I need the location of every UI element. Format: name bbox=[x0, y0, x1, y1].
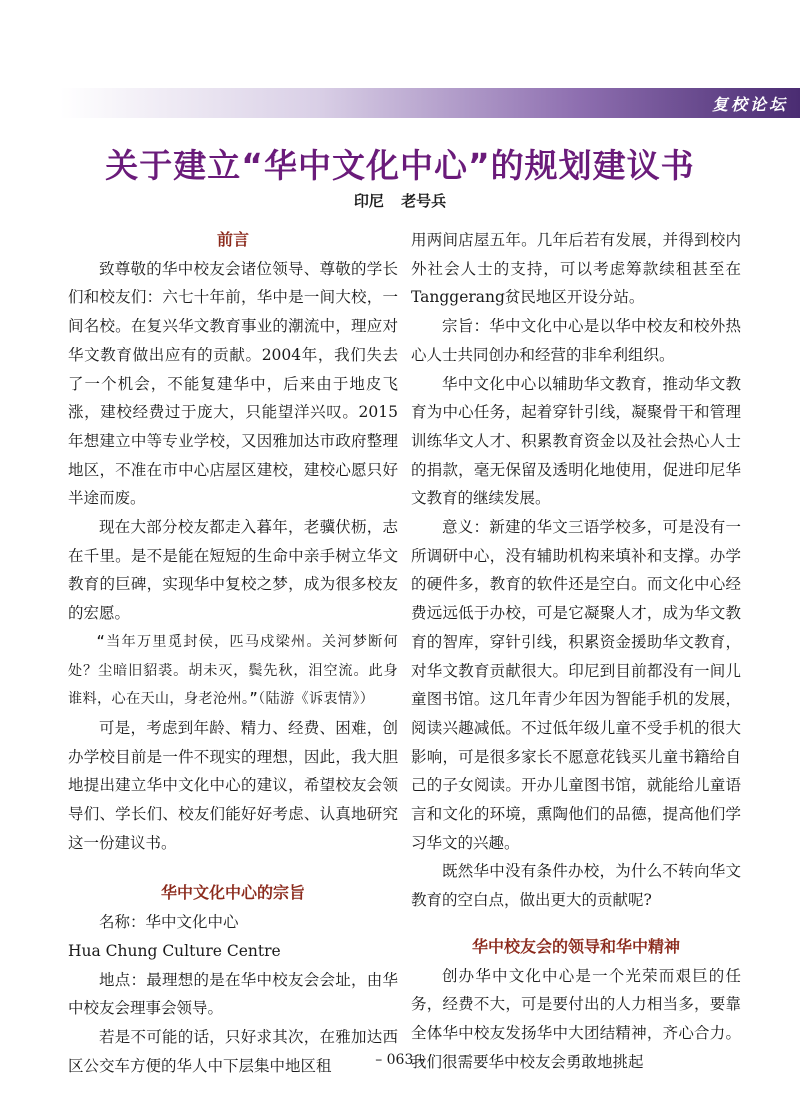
right-column bbox=[411, 226, 741, 1076]
paragraph-english-name: Hua Chung Culture Centre bbox=[68, 941, 281, 960]
paragraph: 若是不可能的话，只好求其次，在雅加达西区公交车方便的华人中下层集中地区租 bbox=[68, 1027, 398, 1075]
paragraph: 用两间店屋五年。几年后若有发展，并得到校内外社会人士的支持，可以考虑筹款续租甚至在Tanggerang贫民地区开设分站。 bbox=[411, 231, 741, 307]
paragraph-significance: 意义：新建的华文三语学校多，可是没有一所调研中心，没有辅助机构来填补和支撑。办学的硬件多，教育的软件还是空白。而文化中心经费远远低于办校，可是它凝聚人才，成为华文教育的智库，穿针引线，积累资金援助华文教育，对华文教育贡献很大。印尼到目前都没有一间儿童图书馆。这几年青少年因为智能手机的发展，阅读兴趣减低。不过低年级儿童不受手机的很大影响，可是很多家长不愿意花钱买儿童书籍给自己的子女阅读。开办儿童图书馆，就能给儿童语言和文化的环境，熏陶他们的品德，提高他们学习华文的兴趣。 bbox=[411, 518, 741, 852]
paragraph-location: 地点：最理想的是在华中校友会会址，由华中校友会理事会领导。 bbox=[68, 970, 398, 1018]
article-title: 关于建立“华中文化中心”的规划建议书 bbox=[105, 146, 695, 185]
paragraph-name: 名称：华中文化中心 bbox=[99, 913, 239, 932]
paragraph: 创办华中文化中心是一个光荣而艰巨的任务，经费不大，可是要付出的人力相当多，要靠全体华中校友发扬华中大团结精神，齐心合力。我们很需要华中校友会勇敢地挑起 bbox=[411, 966, 741, 1071]
section-heading-preface: 前言 bbox=[216, 230, 249, 249]
paragraph: 现在大部分校友都走入暮年，老骥伏枥，志在千里。是不是能在短短的生命中亲手树立华文教育的巨碑，实现华中复校之梦，成为很多校友的宏愿。 bbox=[68, 518, 398, 623]
article-author: 印尼 老号兵 bbox=[353, 192, 447, 210]
left-column bbox=[68, 226, 398, 1080]
section-banner bbox=[60, 88, 800, 118]
section-label: 复校论坛 bbox=[711, 95, 788, 114]
paragraph-mission: 宗旨：华中文化中心是以华中校友和校外热心人士共同创办和经营的非牟利组织。 bbox=[411, 317, 741, 364]
spacer bbox=[68, 857, 398, 879]
poem-quote: “当年万里觅封侯，匹马戍梁州。关河梦断何处？尘暗旧貂裘。胡未灭，鬓先秋，泪空流。此身谁料，心在天山，身老沧州。”（陆游《诉衷情》） bbox=[68, 633, 398, 708]
page-number: – 063 – bbox=[375, 1052, 425, 1068]
paragraph: 既然华中没有条件办校，为什么不转向华文教育的空白点，做出更大的贡献呢? bbox=[411, 862, 741, 910]
section-heading-purpose: 华中文化中心的宗旨 bbox=[160, 883, 305, 903]
spacer bbox=[411, 915, 741, 933]
section-heading-leadership: 华中校友会的领导和华中精神 bbox=[471, 936, 680, 956]
paragraph: 可是，考虑到年龄、精力、经费、困难，创办学校目前是一件不现实的理想，因此，我大胆地提出建立华中文化中心的建议，希望校友会领导们、学长们、校友们能好好考虑、认真地研究这一份建议书。 bbox=[68, 718, 398, 852]
paragraph: 致尊敬的华中校友会诸位领导、尊敬的学长们和校友们：六七十年前，华中是一间大校，一间名校。在复兴华文教育事业的潮流中，理应对华文教育做出应有的贡献。2004年，我们失去了一个机会，不能复建华中，后来由于地皮飞涨，建校经费过于庞大，只能望洋兴叹。2015年想建立中等专业学校，又因雅加达市政府整理地区，不准在市中心店屋区建校，建校心愿只好半途而废。 bbox=[68, 259, 398, 508]
paragraph: 华中文化中心以辅助华文教育，推动华文教育为中心任务，起着穿针引线，凝聚骨干和管理训练华文人才、积累教育资金以及社会热心人士的捐款，毫无保留及透明化地使用，促进印尼华文教育的继续发展。 bbox=[411, 374, 741, 508]
